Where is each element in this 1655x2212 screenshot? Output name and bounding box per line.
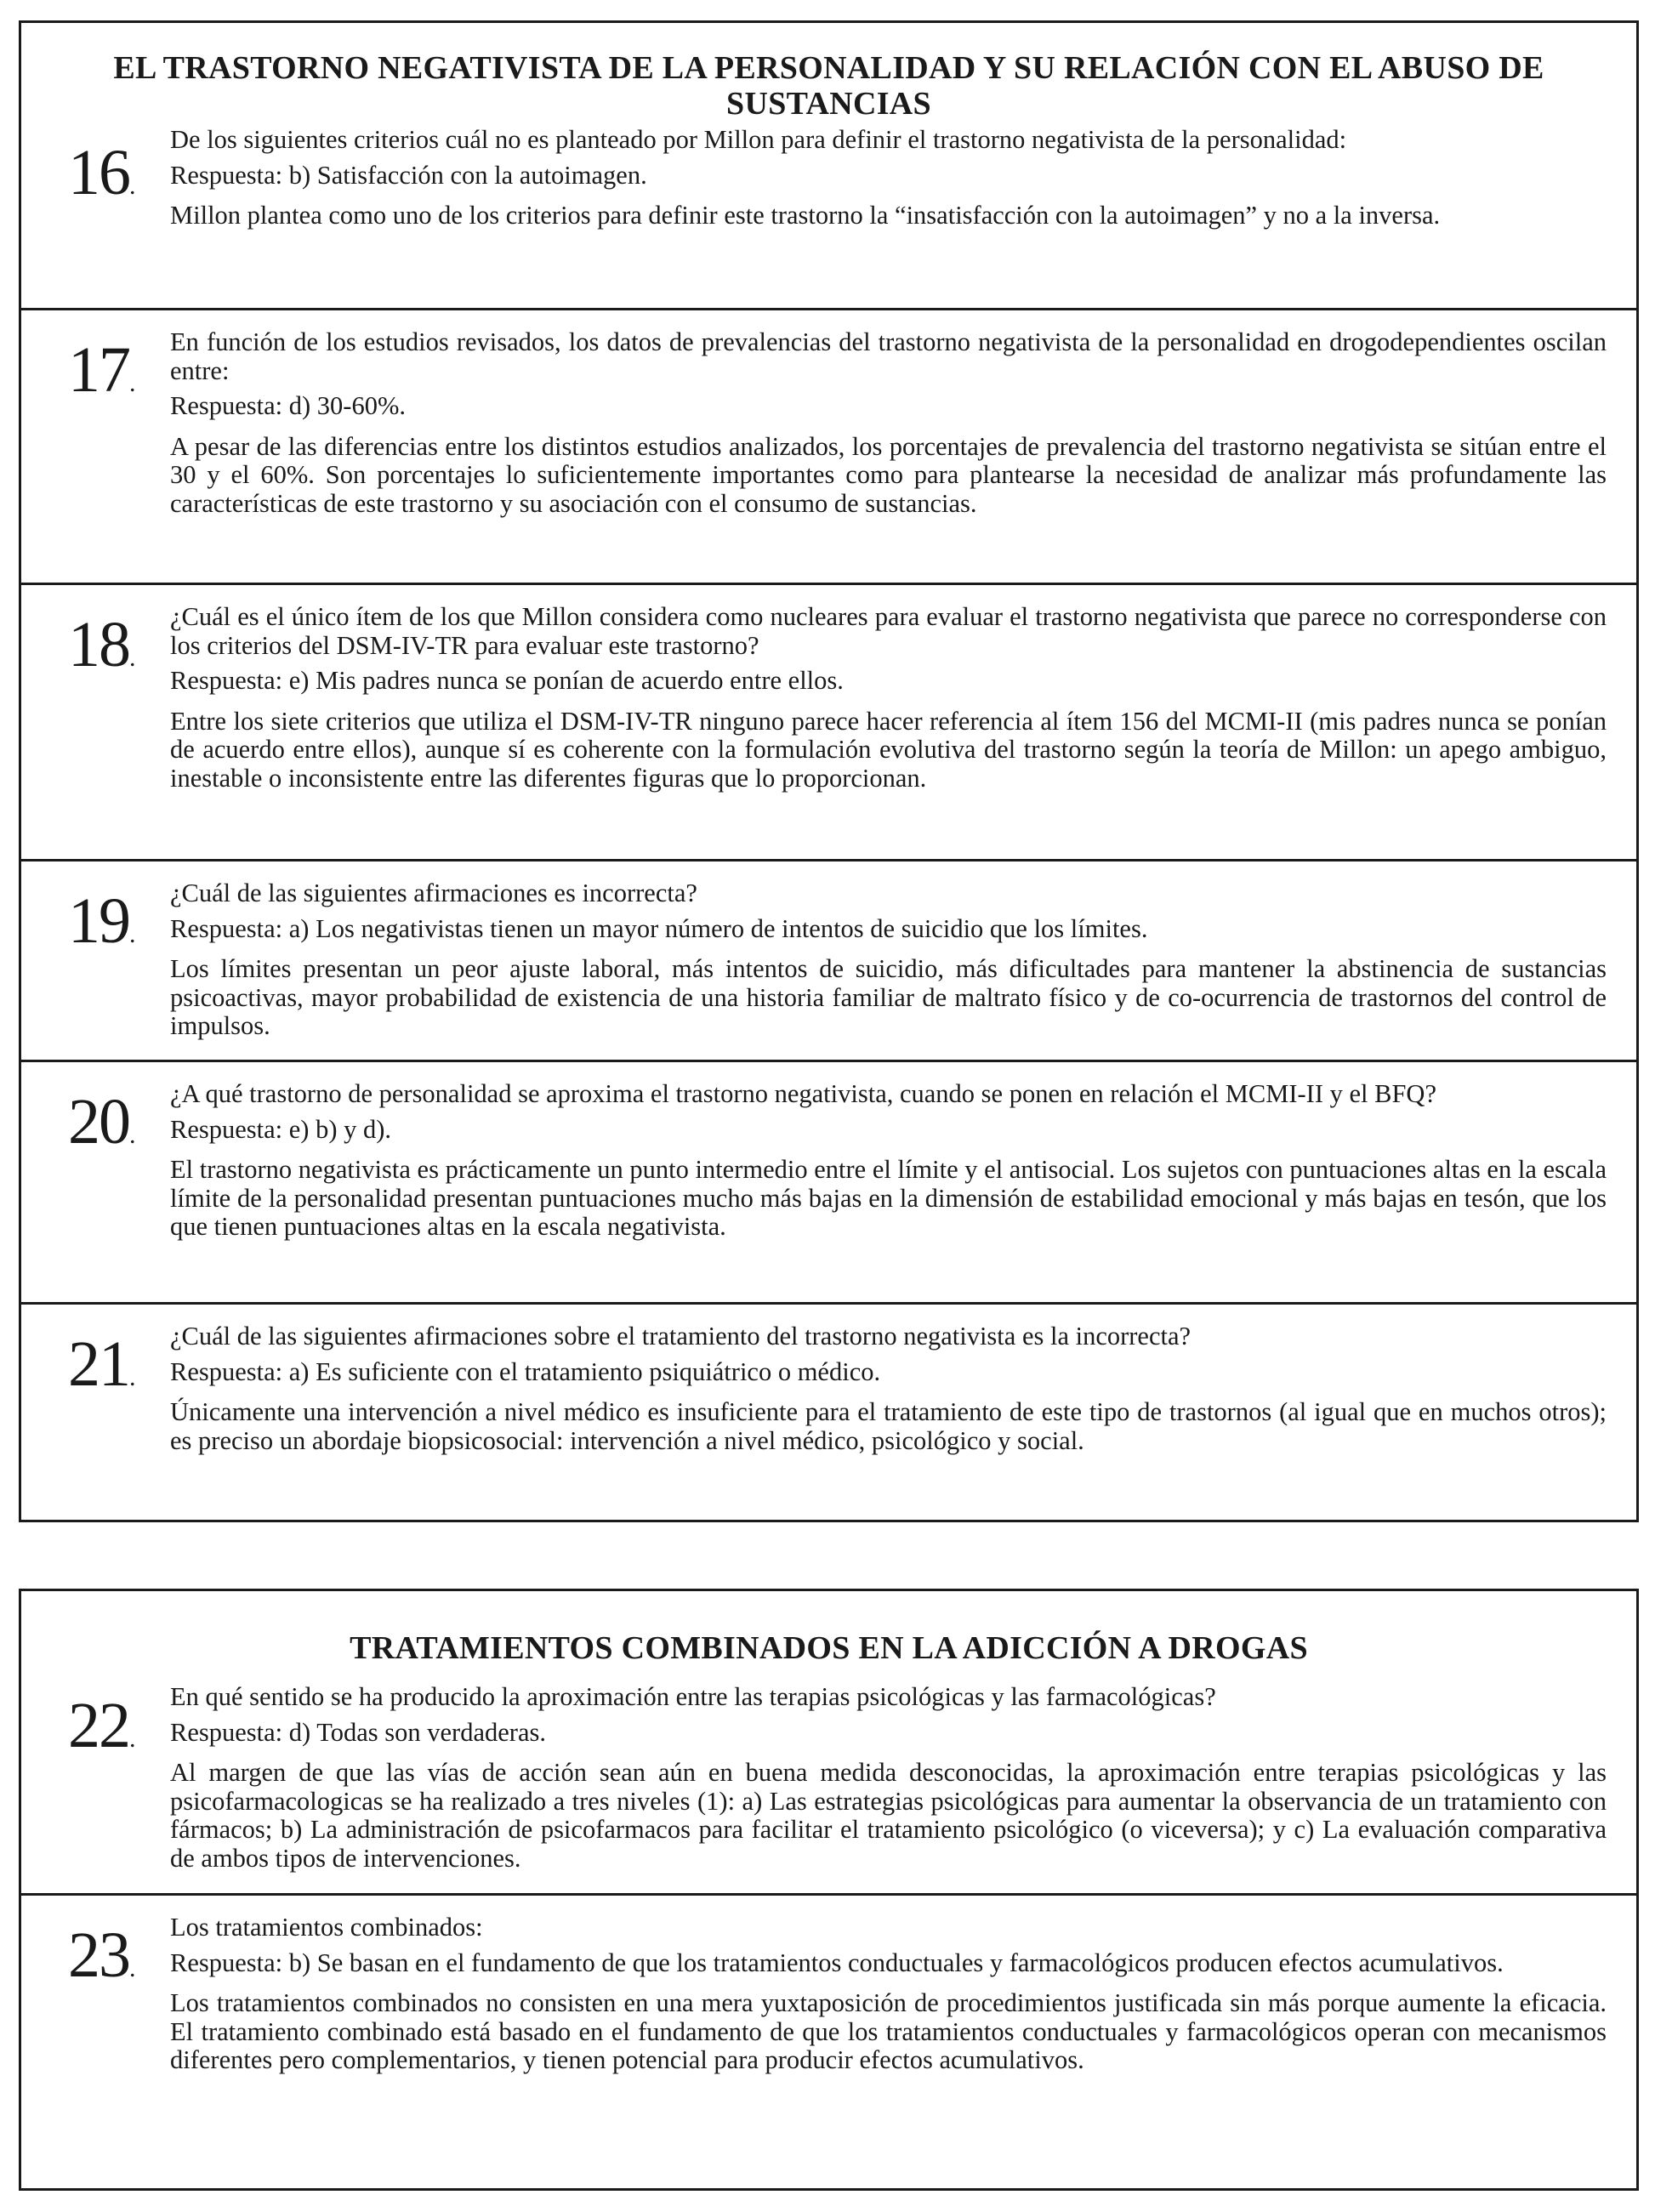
question-number: 23. bbox=[68, 1919, 136, 1991]
question-number: 22. bbox=[68, 1690, 136, 1761]
question-text: ¿Cuál de las siguientes afirmaciones es incorrecta? bbox=[170, 879, 697, 907]
section-tratamientos-combinados bbox=[19, 1589, 1639, 2191]
explanation-text: El trastorno negativista es prácticamente un punto intermedio entre el límite y el antisocial. Los sujetos con puntuaciones altas en la escala límite de la personalidad presentan puntuaciones mucho más bajas en la dimensión de estabilidad emocional y más bajas en tesón, que los que tienen puntuaciones altas en la escala negativista. bbox=[170, 1155, 1607, 1241]
question-text: ¿Cuál de las siguientes afirmaciones sobre el tratamiento del trastorno negativista es la incorrecta? bbox=[170, 1322, 1191, 1351]
question-item-20 bbox=[21, 1062, 1636, 1305]
explanation-text: Al margen de que las vías de acción sean aún en buena medida desconocidas, la aproximación entre terapias psicológicas y las psicofarmacologicas se ha realizado a tres niveles (1): a) Las estrategias psicológicas para aumentar la observancia de un tratamiento con fármacos; b) La administración de psicofarmacos para facilitar el tratamiento psicológico (o viceversa); y c) La evaluación comparativa de ambos tipos de intervenciones. bbox=[170, 1758, 1607, 1873]
question-item-19 bbox=[21, 861, 1636, 1062]
question-text: ¿Cuál es el único ítem de los que Millon considera como nucleares para evaluar el trastorno negativista que parece no corresponderse con los criterios del DSM-IV-TR para evaluar este trastorno? bbox=[170, 602, 1607, 660]
explanation-text: Los tratamientos combinados no consisten en una mera yuxtaposición de procedimientos justificada sin más porque aumente la eficacia. El tratamiento combinado está basado en el fundamento de que los tratamientos conductuales y farmacológicos operan con mecanismos diferentes pero complementarios, y tienen potencial para producir efectos acumulativos. bbox=[170, 1988, 1607, 2074]
question-text: En función de los estudios revisados, los datos de prevalencias del trastorno negativista de la personalidad en drogodependientes oscilan entre: bbox=[170, 327, 1607, 385]
answer-text: Respuesta: e) b) y d). bbox=[170, 1114, 392, 1144]
question-number: 16. bbox=[68, 137, 136, 208]
section-title: EL TRASTORNO NEGATIVISTA DE LA PERSONALIDAD Y SU RELACIÓN CON EL ABUSO DE SUSTANCIAS bbox=[113, 50, 1544, 122]
explanation-text: Entre los siete criterios que utiliza el DSM-IV-TR ninguno parece hacer referencia al ítem 156 del MCMI-II (mis padres nunca se ponían de acuerdo entre ellos), aunque sí es coherente con la formulación evolutiva del trastorno según la teoría de Millon: un apego ambiguo, inestable o inconsistente entre las diferentes figuras que lo proporcionan. bbox=[170, 706, 1607, 793]
question-text: ¿A qué trastorno de personalidad se aproxima el trastorno negativista, cuando se ponen en relación el MCMI-II y el BFQ? bbox=[170, 1079, 1436, 1108]
answer-text: Respuesta: a) Es suficiente con el tratamiento psiquiátrico o médico. bbox=[170, 1356, 881, 1386]
question-text: Los tratamientos combinados: bbox=[170, 1913, 483, 1942]
explanation-text: Únicamente una intervención a nivel médico es insuficiente para el tratamiento de este tipo de trastornos (al igual que en muchos otros); es preciso un abordaje biopsicosocial: intervención a nivel médico, psicológico y social. bbox=[170, 1397, 1607, 1455]
question-number: 20. bbox=[68, 1086, 136, 1157]
question-text: De los siguientes criterios cuál no es planteado por Millon para definir el trastorno negativista de la personalidad: bbox=[170, 125, 1347, 154]
question-item-17 bbox=[21, 310, 1636, 585]
section-title: TRATAMIENTOS COMBINADOS EN LA ADICCIÓN A DROGAS bbox=[350, 1630, 1308, 1666]
explanation-text: A pesar de las diferencias entre los distintos estudios analizados, los porcentajes de prevalencia del trastorno negativista se sitúan entre el 30 y el 60%. Son porcentajes lo suficientemente importantes como para plantearse la necesidad de analizar más profundamente las características de este trastorno y su asociación con el consumo de sustancias. bbox=[170, 431, 1607, 518]
question-text: En qué sentido se ha producido la aproximación entre las terapias psicológicas y las farmacológicas? bbox=[170, 1682, 1216, 1711]
question-item-18 bbox=[21, 585, 1636, 861]
question-item-23 bbox=[21, 1896, 1636, 2185]
question-number: 19. bbox=[68, 885, 136, 957]
answer-text: Respuesta: d) 30-60%. bbox=[170, 391, 406, 420]
question-number: 21. bbox=[68, 1328, 136, 1400]
answer-text: Respuesta: b) Satisfacción con la autoimagen. bbox=[170, 160, 647, 190]
answer-text: Respuesta: e) Mis padres nunca se ponían de acuerdo entre ellos. bbox=[170, 666, 844, 695]
answer-text: Respuesta: d) Todas son verdaderas. bbox=[170, 1717, 546, 1747]
question-item-21 bbox=[21, 1305, 1636, 1517]
question-number: 17. bbox=[68, 334, 136, 406]
explanation-text: Millon plantea como uno de los criterios para definir este trastorno la “insatisfacción con la autoimagen” y no a la inversa. bbox=[170, 201, 1441, 230]
explanation-text: Los límites presentan un peor ajuste laboral, más intentos de suicidio, más dificultades para mantener la abstinencia de sustancias psicoactivas, mayor probabilidad de existencia de una historia familiar de maltrato físico y de co-ocurrencia de trastornos del control de impulsos. bbox=[170, 954, 1607, 1040]
question-item-22 bbox=[21, 1666, 1636, 1896]
question-number: 18. bbox=[68, 609, 136, 680]
answer-text: Respuesta: a) Los negativistas tienen un mayor número de intentos de suicidio que los límites. bbox=[170, 913, 1148, 943]
section-negativista bbox=[19, 20, 1639, 1522]
question-item-16 bbox=[21, 122, 1636, 310]
answer-text: Respuesta: b) Se basan en el fundamento de que los tratamientos conductuales y farmacológicos producen efectos acumulativos. bbox=[170, 1948, 1504, 1977]
